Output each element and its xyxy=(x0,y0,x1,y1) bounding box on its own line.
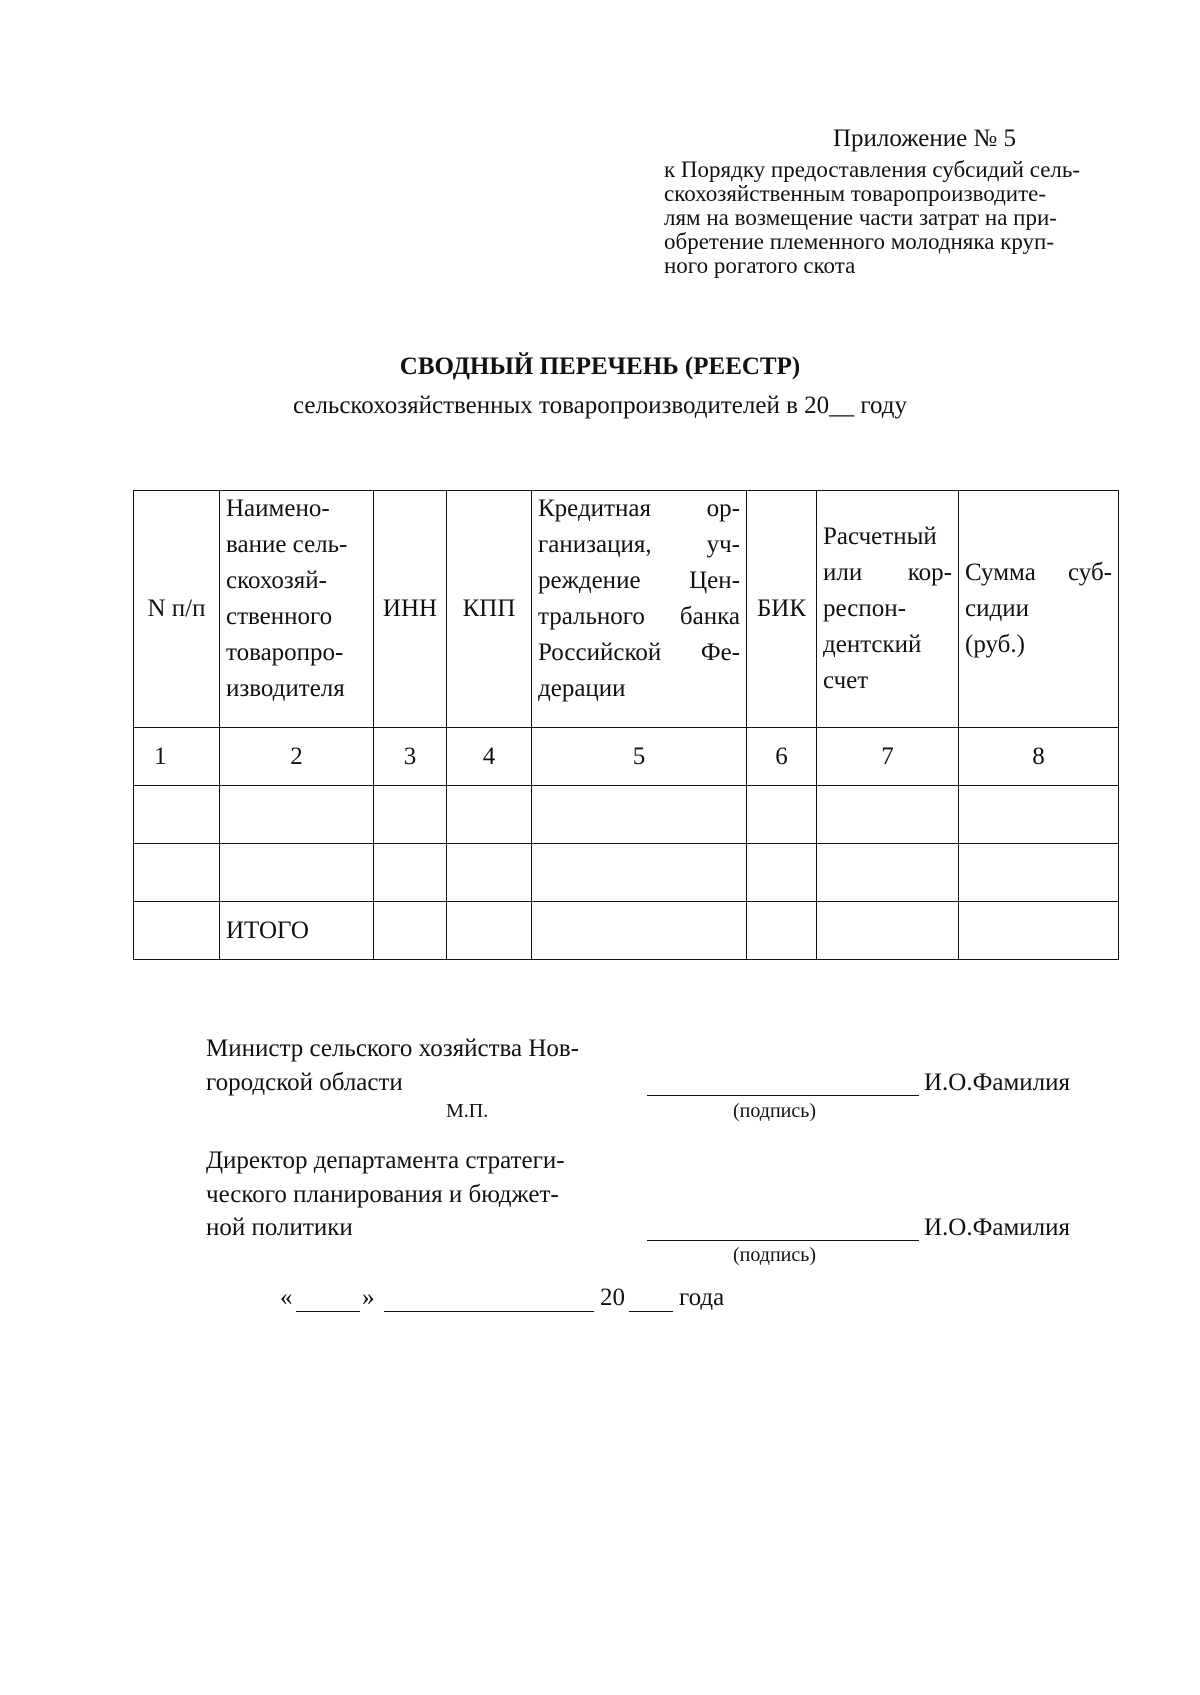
header-cell-credit-organization xyxy=(532,491,747,728)
director-title-line: ной политики xyxy=(206,1214,353,1241)
table-cell xyxy=(747,844,817,902)
total-row xyxy=(134,902,1119,960)
date-day-blank xyxy=(296,1311,360,1312)
table-cell xyxy=(447,786,532,844)
date-open-quote: « xyxy=(280,1284,293,1311)
column-number: 7 xyxy=(817,728,959,786)
table-cell xyxy=(220,786,374,844)
header-line: Наимено- xyxy=(226,495,330,522)
header-line: вание сель- xyxy=(226,531,348,558)
header-line: или кор- xyxy=(823,559,952,586)
column-number: 6 xyxy=(747,728,817,786)
header-cell-kpp xyxy=(447,491,532,728)
document-subtitle: сельскохозяйственных товаропроизводителей в 20__ году xyxy=(292,392,908,419)
director-title-line: ческого планирования и бюджет- xyxy=(206,1181,559,1208)
total-label: ИТОГО xyxy=(220,902,374,960)
table-cell xyxy=(817,844,959,902)
column-number: 2 xyxy=(220,728,374,786)
table-cell xyxy=(374,902,447,960)
table-cell xyxy=(532,902,747,960)
header-cell-inn xyxy=(374,491,447,728)
column-number-row xyxy=(134,728,1119,786)
appendix-subtitle-line: скохозяйственным товаропроизводите- xyxy=(664,181,1046,206)
appendix-subtitle-line: обретение племенного молодняка круп- xyxy=(664,229,1055,254)
header-cell-subsidy-amount xyxy=(959,491,1119,728)
date-month-blank xyxy=(384,1311,594,1312)
date-year-blank xyxy=(629,1311,673,1312)
table-cell xyxy=(959,786,1119,844)
appendix-subtitle xyxy=(664,158,1134,278)
header-line: КПП xyxy=(462,595,516,622)
table-cell xyxy=(532,844,747,902)
table-cell xyxy=(817,786,959,844)
date-suffix: года xyxy=(679,1284,725,1311)
header-line: дерации xyxy=(538,675,626,702)
header-line: респон- xyxy=(823,595,906,622)
header-cell-number xyxy=(134,491,220,728)
header-line: сидии xyxy=(965,595,1029,622)
table-header-row xyxy=(134,491,1119,728)
director-name: И.О.Фамилия xyxy=(924,1214,1071,1241)
header-line: дентский xyxy=(823,631,922,658)
column-number: 5 xyxy=(532,728,747,786)
header-line: N п/п xyxy=(147,595,206,622)
date-year-prefix: 20 xyxy=(600,1284,625,1311)
header-line: Кредитная ор- xyxy=(538,495,740,522)
date-close-quote: » xyxy=(362,1284,375,1311)
header-line: скохозяй- xyxy=(226,567,327,594)
minister-name: И.О.Фамилия xyxy=(924,1069,1071,1096)
header-line: ИНН xyxy=(382,595,438,622)
header-cell-bik xyxy=(747,491,817,728)
header-line: товаропро- xyxy=(226,639,344,666)
header-line: изводителя xyxy=(226,675,345,702)
table-cell xyxy=(817,902,959,960)
header-line: Расчетный xyxy=(823,523,937,550)
table-cell xyxy=(134,786,220,844)
minister-signature-line xyxy=(647,1095,919,1096)
director-title-line: Директор департамента стратеги- xyxy=(206,1147,565,1174)
table-cell xyxy=(447,902,532,960)
header-line: счет xyxy=(823,667,869,694)
table-cell xyxy=(447,844,532,902)
header-line: ственного xyxy=(226,603,333,630)
table-cell xyxy=(134,902,220,960)
table-cell xyxy=(959,902,1119,960)
table-row xyxy=(134,786,1119,844)
table-cell xyxy=(374,786,447,844)
table-cell xyxy=(220,844,374,902)
header-cell-producer-name xyxy=(220,491,374,728)
header-line: Сумма суб- xyxy=(965,559,1112,586)
director-signature-line xyxy=(647,1240,919,1241)
header-line: БИК xyxy=(756,595,807,622)
appendix-subtitle-line: лям на возмещение части затрат на при- xyxy=(664,205,1057,230)
table-cell xyxy=(959,844,1119,902)
signature-caption: (подпись) xyxy=(733,1100,817,1122)
table-cell xyxy=(532,786,747,844)
column-number: 4 xyxy=(447,728,532,786)
table-cell xyxy=(374,844,447,902)
header-line: реждение Цен- xyxy=(538,567,740,594)
table-row xyxy=(134,844,1119,902)
column-number: 8 xyxy=(959,728,1119,786)
document-title: СВОДНЫЙ ПЕРЕЧЕНЬ (РЕЕСТР) xyxy=(399,353,801,380)
appendix-title: Приложение № 5 xyxy=(833,125,1017,152)
registry-table xyxy=(133,490,1119,960)
header-line: трального банка xyxy=(538,603,740,630)
stamp-label: М.П. xyxy=(446,1100,489,1122)
appendix-subtitle-line: к Порядку предоставления субсидий сель- xyxy=(664,157,1081,182)
table-cell xyxy=(747,786,817,844)
appendix-subtitle-line: ного рогатого скота xyxy=(664,253,856,278)
column-number: 3 xyxy=(374,728,447,786)
table-cell xyxy=(747,902,817,960)
minister-title-line: Министр сельского хозяйства Нов- xyxy=(206,1035,579,1062)
header-line: ганизация, уч- xyxy=(538,531,740,558)
header-line: Российской Фе- xyxy=(538,639,740,666)
table-cell xyxy=(134,844,220,902)
column-number: 1 xyxy=(134,728,220,786)
header-cell-account xyxy=(817,491,959,728)
header-line: (руб.) xyxy=(965,631,1025,658)
signature-caption: (подпись) xyxy=(733,1244,817,1266)
minister-title-line: городской области xyxy=(206,1069,403,1096)
